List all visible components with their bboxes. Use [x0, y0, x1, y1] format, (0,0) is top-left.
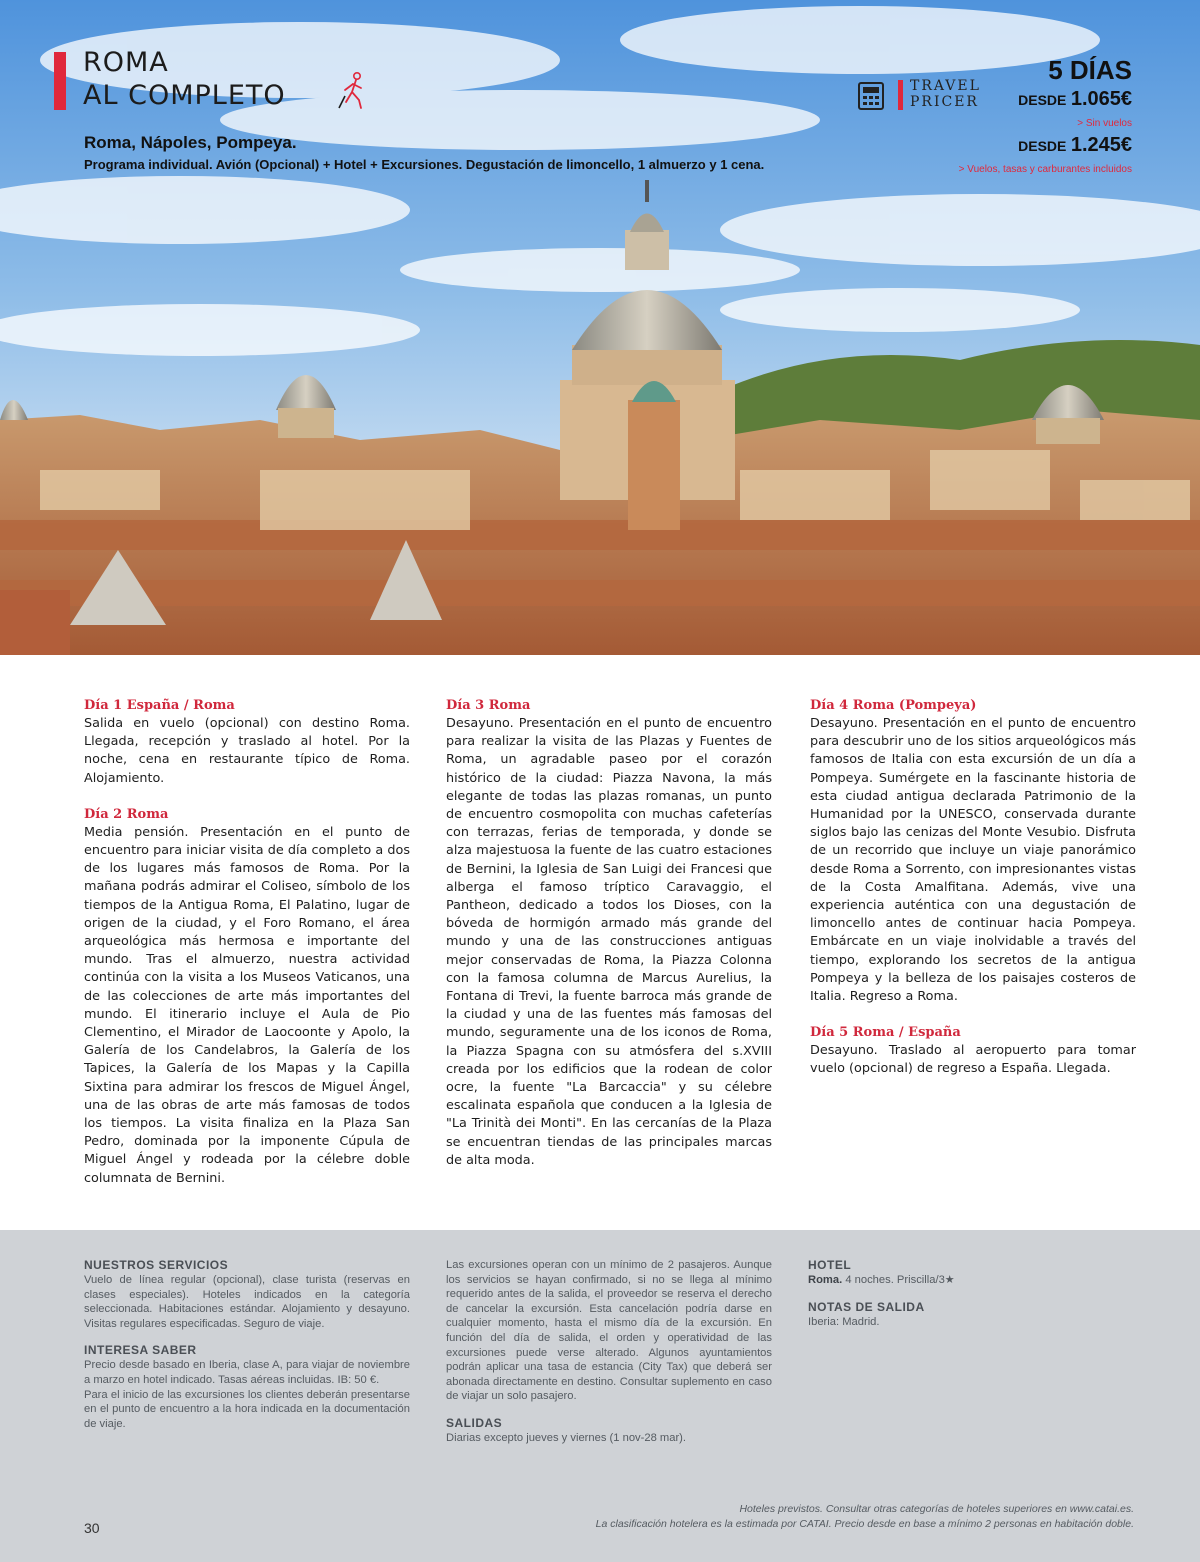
price-amount: 1.065€ [1070, 88, 1132, 110]
footnote-hotels: Hoteles previstos. Consultar otras categorías de hoteles superiores en www.catai.es. [739, 1503, 1134, 1515]
departures-heading: SALIDAS [446, 1415, 503, 1430]
program-description: Programa individual. Avión (Opcional) + Hotel + Excursiones. Degustación de limoncello, 1 almuerzo y 1 cena. [84, 157, 765, 172]
day-description: Desayuno. Presentación en el punto de encuentro para realizar la visita de las Plazas y Fuentes de Roma, un agradable paseo por el corazón histórico de la ciudad: Piazza Navona, la más elegante de todas las plazas romanas, un punto de encuentro cosmopolita con muchas cafeterías con terrazas, ferias de temporada, y donde se alza majestuosa la fuente de las cuatro estaciones de Bernini, la Iglesia de San Luigi dei Francesi que alberga el famoso tríptico Caravaggio, el Pantheon, dedicado a todos los Dioses, con la bóveda de hormigón armado más grande del mundo y una de las construcciones antiguas mejor conservadas de Roma, la Piazza Colonna con la famosa columna de Marcus Aurelius, la Fontana di Trevi, la fuente barroca más grande de la ciudad y una de las fuentes más famosas del mundo, seguramente una de los iconos de Roma, la Piazza Spagna con su atmósfera del s.XVIII creada por los edificios que la rodean de color ocre, la fuente "La Barcaccia" y su célebre escalinata española que conducen a la Iglesia de "La Trinità dei Monti". En las cercanías de la Plaza se encuentran tiendas de las principales marcas de alta moda. [446, 716, 772, 1168]
price-note-flights-included: > Vuelos, tasas y carburantes incluidos [958, 164, 1132, 175]
hotel-details: 4 noches. Priscilla/3★ [845, 1274, 955, 1286]
departure-notes-text: Iberia: Madrid. [808, 1315, 880, 1328]
info-column-1 [84, 1258, 410, 1443]
price-prefix: DESDE [1018, 92, 1067, 108]
destinations-subtitle: Roma, Nápoles, Pompeya. [84, 133, 297, 152]
interesa-saber-heading: INTERESA SABER [84, 1343, 197, 1358]
day-description: Salida en vuelo (opcional) con destino Roma. Llegada, recepción y traslado al hotel. Por la noche, cena en restaurante típico de Roma. Alojamiento. [84, 716, 410, 786]
services-text: Vuelo de línea regular (opcional), clase turista (reservas en clases especiales). Hoteles indicados en la categoría seleccionada. Habitaciones estándar. Alojamiento y desayuno. Visitas regulares especificadas. Seguro de viaje. [84, 1274, 410, 1330]
day-heading: Día 4 Roma (Pompeya) [810, 698, 977, 713]
hiking-activity-icon [335, 70, 369, 110]
page-title [83, 46, 286, 112]
price-note-no-flights: > Sin vuelos [1077, 118, 1132, 129]
price-amount: 1.245€ [1070, 134, 1132, 156]
itinerary-column-1 [84, 697, 410, 1206]
departure-notes-heading: NOTAS DE SALIDA [808, 1299, 925, 1314]
interesa-saber-text: Precio desde basado en Iberia, clase A, para viajar de noviembre a marzo en hotel indicado. Tasas aéreas incluidas. IB: 50 €. [84, 1359, 410, 1386]
day-heading: Día 1 España / Roma [84, 698, 235, 713]
hero-section [0, 0, 1200, 655]
title-accent-bar [54, 52, 66, 110]
footnote-classification: La clasificación hotelera es la estimada por CATAI. Precio desde en base a mínimo 2 personas en habitación doble. [595, 1518, 1134, 1530]
day-description: Media pensión. Presentación en el punto de encuentro para iniciar visita de día completo a dos de los lugares más famosos de Roma. Por la mañana podrás admirar el Coliseo, símbolo de los tiempos de la Antigua Roma, El Palatino, lugar de origen de la ciudad, y el Foro Romano, el área arqueológica más hermosa e importante del mundo. Tras el almuerzo, nuestra actividad continúa con la visita a los Museos Vaticanos, una de las colecciones de arte más importantes del mundo. El itinerario incluye el Aula de Pio Clementino, el Mirador de Laocoonte y Apolo, la Galería de los Candelabros, la Galería de los Tapices, la Galería de los Mapas y la Capilla Sixtina para admirar los frescos de Miguel Ángel, una de las obras de arte más famosas de todos los tiempos. La visita finaliza en la Plaza San Pedro, dominada por la imponente Cúpula de Miguel Ángel y rodeada por la célebre doble columnata de Bernini. [84, 824, 410, 1186]
day-heading: Día 3 Roma [446, 698, 531, 713]
trip-duration: 5 DÍAS [1048, 55, 1132, 85]
footnotes [596, 1502, 1134, 1532]
services-heading: NUESTROS SERVICIOS [84, 1258, 229, 1272]
info-panel [0, 1230, 1200, 1562]
page-number: 30 [84, 1520, 100, 1536]
price-without-flights [1018, 88, 1132, 111]
day-heading: Día 2 Roma [84, 806, 169, 822]
title-line-2: AL COMPLETO [83, 80, 286, 111]
title-line-1: ROMA [83, 47, 169, 78]
excursions-conditions-text: Las excursiones operan con un mínimo de 2 pasajeros. Aunque los servicios se hayan confirmado, si no se llega al mínimo requerido antes de la salida, el proveedor se reserva el derecho de cancelar la excursión. Esta cancelación podría darse en cualquier momento, hasta el mismo día de la excursión. En función del día de salida, el orden y operatividad de las excursiones puede verse alterado. Algunos ayuntamientos podrán aplicar una tasa de estancia (City Tax) que deberá ser abonada directamente en destino. Consultar suplemento en caso de viajar un solo pasajero. [446, 1259, 772, 1403]
day-description: Desayuno. Traslado al aeropuerto para tomar vuelo (opcional) de regreso a España. Llegada. [810, 1043, 1136, 1077]
price-prefix: DESDE [1018, 138, 1067, 154]
departures-text: Diarias excepto jueves y viernes (1 nov-28 mar). [446, 1431, 687, 1444]
hotel-city: Roma. [808, 1274, 843, 1286]
day-description: Desayuno. Presentación en el punto de encuentro para descubrir uno de los sitios arqueológicos más famosos de Italia con esta excursión de un día a Pompeya. Sumérgete en la fascinante historia de esta ciudad antigua declarada Patrimonio de la Humanidad por la UNESCO, conservada durante siglos bajo las cenizas del Monte Vesubio. Disfruta de un recorrido que incluye un viaje panorámico desde Roma a Sorrento, con impresionantes vistas de la Costa Amalfitana. Además, vive una experiencia auténtica con una degustación de limoncello antes de continuar hacia Pompeya. Embárcate en un viaje inolvidable a través del tiempo, explorando los secretos de la antigua Pompeya y la belleza de los paisajes costeros de Italia. Regreso a Roma. [810, 716, 1136, 1005]
day-heading: Día 5 Roma / España [810, 1025, 961, 1041]
interesa-saber-text-2: Para el inicio de las excursiones los clientes deberán presentarse en el punto de encuentro a la hora indicada en la documentación de viaje. [84, 1388, 410, 1430]
info-column-3 [808, 1258, 1134, 1341]
hotel-heading: HOTEL [808, 1258, 852, 1272]
travel-pricer-label [910, 78, 981, 110]
calculator-icon [858, 82, 884, 110]
price-with-flights [1018, 134, 1132, 157]
itinerary-column-3 [810, 697, 1136, 1097]
itinerary-column-2 [446, 697, 772, 1188]
travel-pricer-accent-bar [898, 80, 903, 110]
info-column-2 [446, 1258, 772, 1458]
travel-pricer-line-2: PRICER [910, 94, 979, 110]
travel-pricer-line-1: TRAVEL [910, 78, 981, 94]
